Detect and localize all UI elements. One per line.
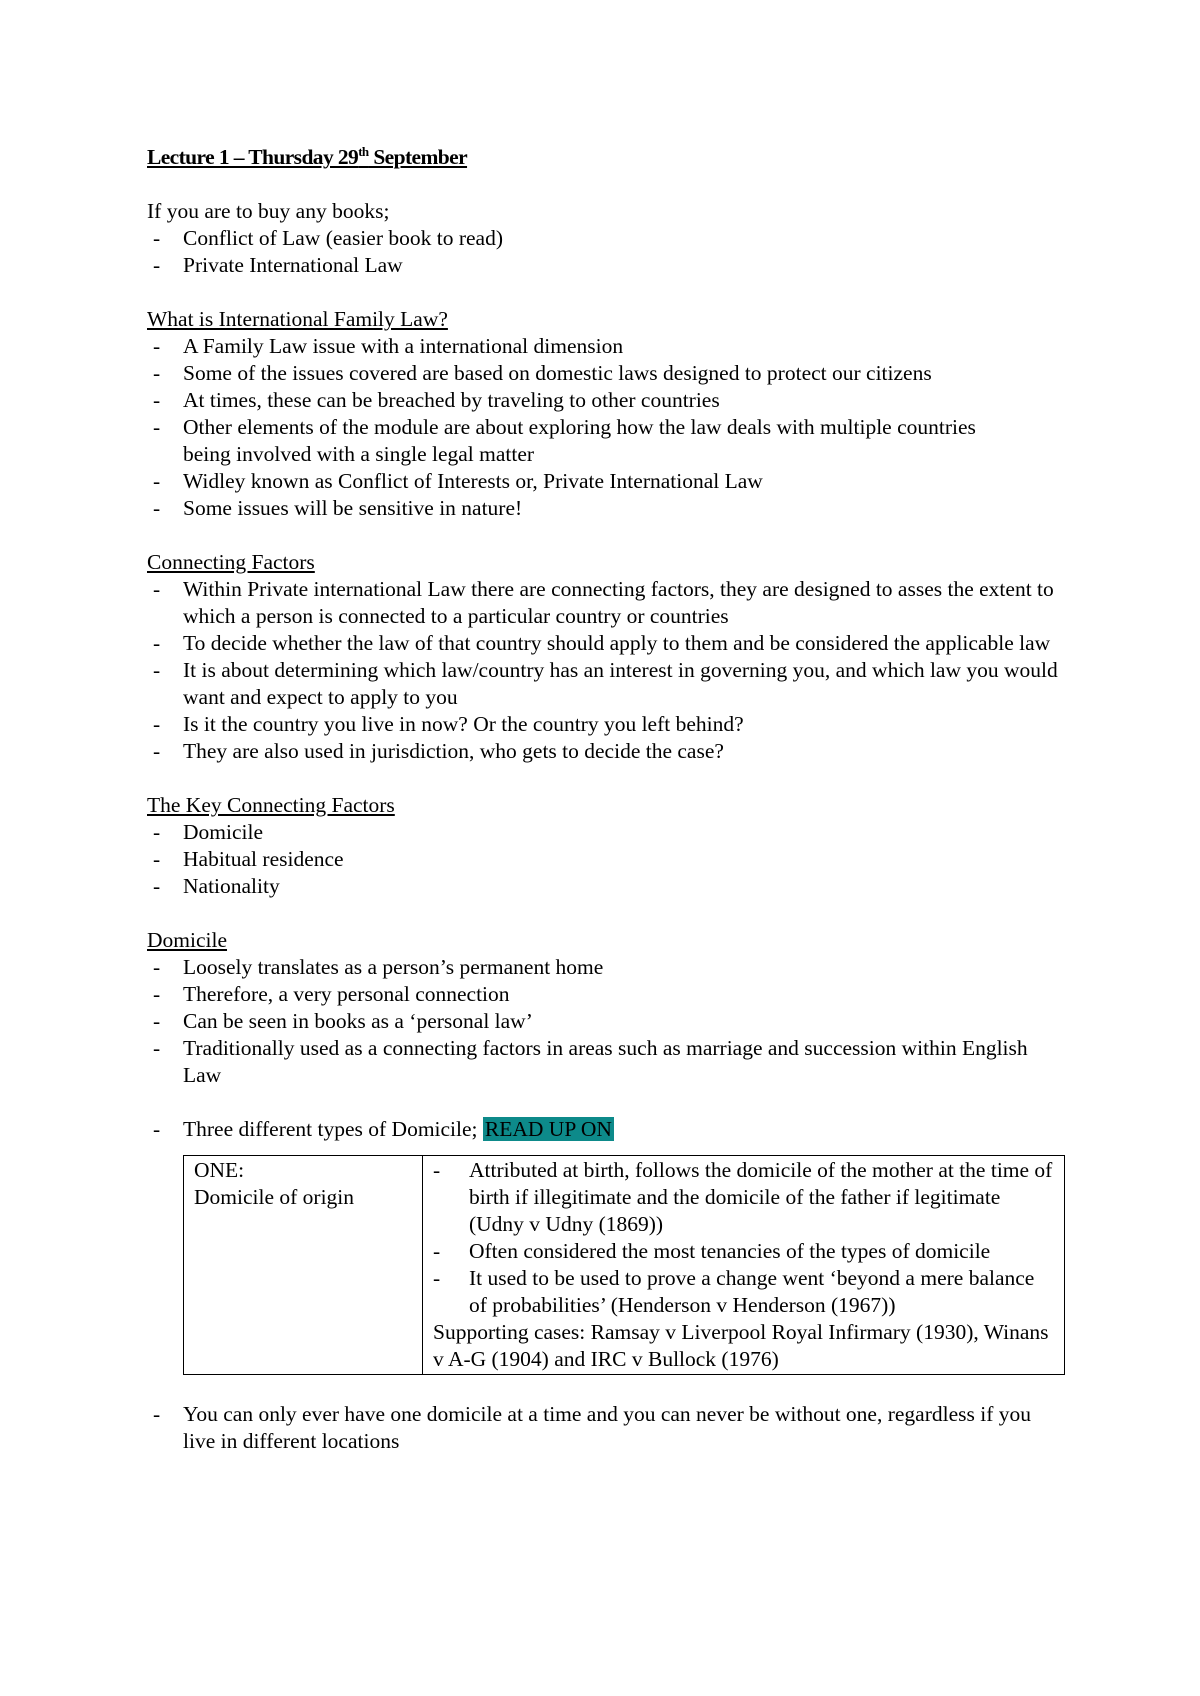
domicile-list bbox=[147, 954, 1067, 1089]
domicile-types-list bbox=[147, 1116, 1067, 1143]
list-item: - You can only ever have one domicile at a time and you can never be without one, regardless if you live in different locations bbox=[147, 1401, 1067, 1455]
list-item: - A Family Law issue with a international dimension bbox=[147, 333, 1067, 360]
list-item: - To decide whether the law of that country should apply to them and be considered the applicable law bbox=[147, 630, 1067, 657]
list-item: - Conflict of Law (easier book to read) bbox=[147, 225, 1067, 252]
list-item: - Some issues will be sensitive in nature! bbox=[147, 495, 1067, 522]
title-superscript: th bbox=[358, 143, 369, 159]
list-item: - Domicile bbox=[147, 819, 1067, 846]
list-item: - Loosely translates as a person’s permanent home bbox=[147, 954, 1067, 981]
list-item: - It is about determining which law/country has an interest in governing you, and which law you would want and expect to apply to you bbox=[147, 657, 1067, 711]
type-name: Domicile of origin bbox=[194, 1185, 355, 1209]
list-item: - Can be seen in books as a ‘personal law’ bbox=[147, 1008, 1067, 1035]
list-item: - Nationality bbox=[147, 873, 1067, 900]
list-item: - Private International Law bbox=[147, 252, 1067, 279]
books-intro: If you are to buy any books; bbox=[147, 199, 390, 223]
domicile-table bbox=[183, 1155, 1065, 1375]
list-item: - Traditionally used as a connecting factors in areas such as marriage and succession within English Law bbox=[147, 1035, 1067, 1089]
domicile-types-text: Three different types of Domicile; bbox=[183, 1117, 483, 1141]
connecting-list bbox=[147, 576, 1067, 765]
list-item: - Within Private international Law there are connecting factors, they are designed to asses the extent to which a person is connected to a particular country or countries bbox=[147, 576, 1067, 630]
list-item: - Habitual residence bbox=[147, 846, 1067, 873]
key-factors-list bbox=[147, 819, 1067, 900]
list-item: - Therefore, a very personal connection bbox=[147, 981, 1067, 1008]
list-item: - Other elements of the module are about exploring how the law deals with multiple countries being involved with a single legal matter bbox=[147, 414, 1067, 468]
ifl-list bbox=[147, 333, 1067, 522]
list-item: - They are also used in jurisdiction, who gets to decide the case? bbox=[147, 738, 1067, 765]
section-heading-ifl: What is International Family Law? bbox=[147, 307, 448, 331]
highlighted-note: READ UP ON bbox=[484, 1117, 612, 1141]
section-heading-key-factors: The Key Connecting Factors bbox=[147, 793, 395, 817]
supporting-cases: Supporting cases: Ramsay v Liverpool Royal Infirmary (1930), Winans v A-G (1904) and IRC v Bullock (1976) bbox=[433, 1320, 1049, 1371]
description-list bbox=[433, 1157, 1056, 1319]
list-item: - Is it the country you live in now? Or the country you left behind? bbox=[147, 711, 1067, 738]
section-heading-connecting: Connecting Factors bbox=[147, 550, 315, 574]
list-item: - At times, these can be breached by traveling to other countries bbox=[147, 387, 1067, 414]
title-text: Lecture 1 – Thursday 29 bbox=[147, 145, 359, 169]
table-row bbox=[184, 1156, 1065, 1375]
final-list bbox=[147, 1401, 1067, 1455]
list-item bbox=[147, 1116, 1067, 1143]
list-item: - Some of the issues covered are based on domestic laws designed to protect our citizens bbox=[147, 360, 1067, 387]
document-page bbox=[147, 144, 1067, 1455]
list-item: - Attributed at birth, follows the domicile of the mother at the time of birth if illegitimate and the domicile of the father if legitimate (Udny v Udny (1869)) bbox=[433, 1157, 1056, 1238]
title-suffix: September bbox=[368, 145, 468, 169]
list-item: - Widley known as Conflict of Interests or, Private International Law bbox=[147, 468, 1067, 495]
section-heading-domicile: Domicile bbox=[147, 928, 228, 952]
books-list bbox=[147, 225, 1067, 279]
table-cell-type bbox=[184, 1156, 423, 1375]
list-item: - It used to be used to prove a change went ‘beyond a mere balance of probabilities’ (Henderson v Henderson (1967)) bbox=[433, 1265, 1056, 1319]
type-number: ONE: bbox=[194, 1158, 245, 1182]
list-item: - Often considered the most tenancies of the types of domicile bbox=[433, 1238, 1056, 1265]
lecture-title bbox=[147, 144, 1067, 171]
table-cell-description bbox=[423, 1156, 1065, 1375]
